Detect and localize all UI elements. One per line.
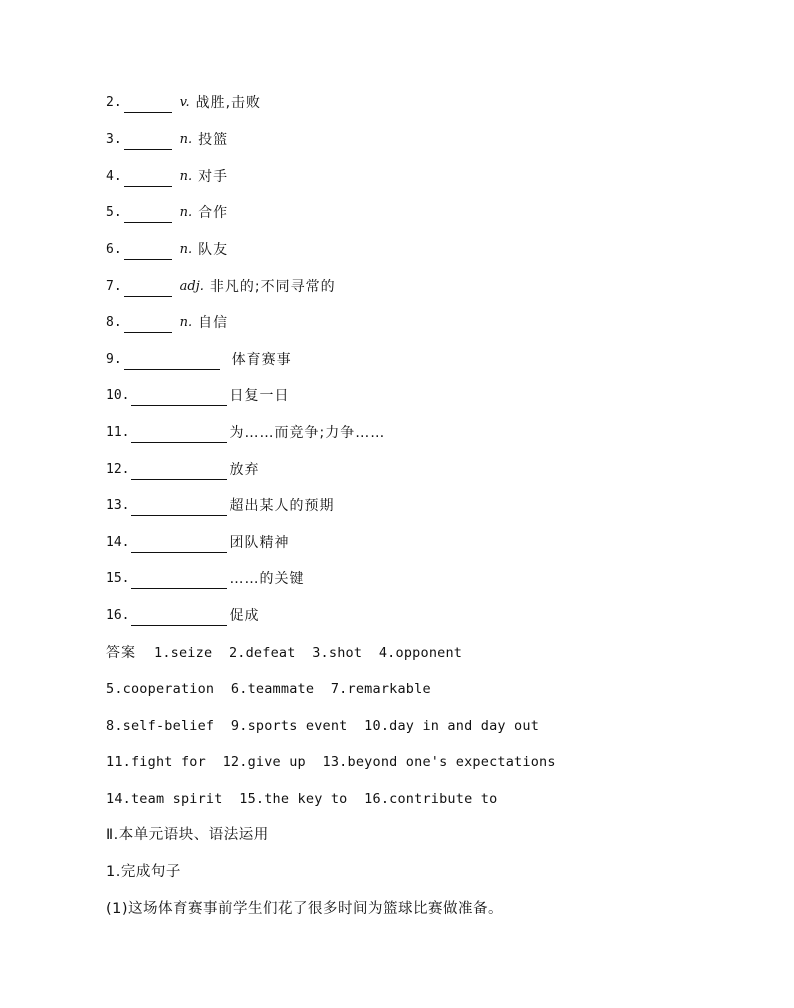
- item-meaning: 对手: [198, 169, 229, 185]
- item-number: 2.: [106, 95, 122, 110]
- answer-blank[interactable]: [131, 427, 227, 443]
- item-meaning: 放弃: [229, 462, 260, 478]
- item-meaning: 为……而竞争;力争……: [229, 425, 386, 441]
- answer-blank[interactable]: [124, 171, 172, 187]
- subsection-title: 1.完成句子: [106, 864, 181, 880]
- item-meaning: 合作: [198, 205, 229, 221]
- part-of-speech: n.: [179, 169, 193, 184]
- phrase-item: [106, 569, 304, 589]
- item-meaning: 体育赛事: [231, 352, 292, 368]
- item-number: 15.: [106, 571, 130, 586]
- answer-line: [106, 752, 556, 772]
- answer-blank[interactable]: [124, 317, 172, 333]
- item-number: 11.: [106, 425, 130, 440]
- part-of-speech: n.: [179, 205, 193, 220]
- answer-blank[interactable]: [131, 464, 227, 480]
- answer-line: [106, 716, 539, 736]
- section-title: Ⅱ.本单元语块、语法运用: [106, 827, 269, 843]
- item-meaning: 投篮: [198, 132, 229, 148]
- item-number: 14.: [106, 535, 130, 550]
- answer-text: 1.seize 2.defeat 3.shot 4.opponent: [154, 645, 463, 661]
- phrase-item: [106, 496, 334, 516]
- answer-text: 14.team spirit 15.the key to 16.contribute to: [106, 791, 498, 807]
- item-number: 3.: [106, 132, 122, 147]
- vocab-item: [106, 277, 336, 297]
- item-meaning: ……的关键: [229, 571, 305, 587]
- vocab-item: [106, 313, 228, 333]
- item-number: 9.: [106, 352, 122, 367]
- phrase-item: [106, 533, 289, 553]
- part-of-speech: n.: [179, 242, 193, 257]
- phrase-item: [106, 606, 259, 626]
- item-number: 13.: [106, 498, 130, 513]
- item-meaning: 团队精神: [229, 535, 290, 551]
- answer-blank[interactable]: [131, 537, 227, 553]
- item-meaning: 非凡的;不同寻常的: [209, 279, 336, 295]
- item-meaning: 战胜,击败: [195, 95, 262, 111]
- item-meaning: 日复一日: [229, 388, 290, 404]
- answer-line: [106, 643, 462, 663]
- phrase-item: [106, 386, 289, 406]
- answer-blank[interactable]: [124, 281, 172, 297]
- phrase-item: [106, 423, 385, 443]
- item-number: 16.: [106, 608, 130, 623]
- answer-blank[interactable]: [131, 610, 227, 626]
- item-number: 5.: [106, 205, 122, 220]
- answer-blank[interactable]: [131, 390, 227, 406]
- part-of-speech: n.: [179, 132, 193, 147]
- answer-blank[interactable]: [131, 500, 227, 516]
- part-of-speech: adj.: [179, 279, 204, 294]
- vocab-item: [106, 93, 261, 113]
- answer-text: 5.cooperation 6.teammate 7.remarkable: [106, 681, 431, 697]
- answer-blank[interactable]: [124, 97, 172, 113]
- answer-text: 11.fight for 12.give up 13.beyond one's expectations: [106, 754, 556, 770]
- answer-line: [106, 789, 497, 809]
- item-number: 8.: [106, 315, 122, 330]
- phrase-item: [106, 350, 292, 370]
- question-text: (1)这场体育赛事前学生们花了很多时间为篮球比赛做准备。: [106, 901, 504, 917]
- item-meaning: 超出某人的预期: [229, 498, 335, 514]
- item-meaning: 促成: [229, 608, 260, 624]
- vocab-item: [106, 240, 228, 260]
- item-meaning: 队友: [198, 242, 229, 258]
- answer-label: 答案: [106, 645, 136, 661]
- phrase-item: [106, 460, 259, 480]
- item-number: 6.: [106, 242, 122, 257]
- part-of-speech: n.: [179, 315, 193, 330]
- vocab-item: [106, 130, 228, 150]
- item-number: 12.: [106, 462, 130, 477]
- item-number: 10.: [106, 388, 130, 403]
- vocab-item: [106, 167, 228, 187]
- answer-blank[interactable]: [124, 207, 172, 223]
- item-number: 7.: [106, 279, 122, 294]
- answer-line: [106, 679, 431, 699]
- item-meaning: 自信: [198, 315, 229, 331]
- answer-blank[interactable]: [124, 354, 220, 370]
- vocab-item: [106, 203, 228, 223]
- answer-text: 8.self-belief 9.sports event 10.day in and day out: [106, 718, 540, 734]
- answer-blank[interactable]: [124, 244, 172, 260]
- answer-blank[interactable]: [131, 573, 227, 589]
- part-of-speech: v.: [179, 95, 190, 110]
- item-number: 4.: [106, 169, 122, 184]
- answer-blank[interactable]: [124, 134, 172, 150]
